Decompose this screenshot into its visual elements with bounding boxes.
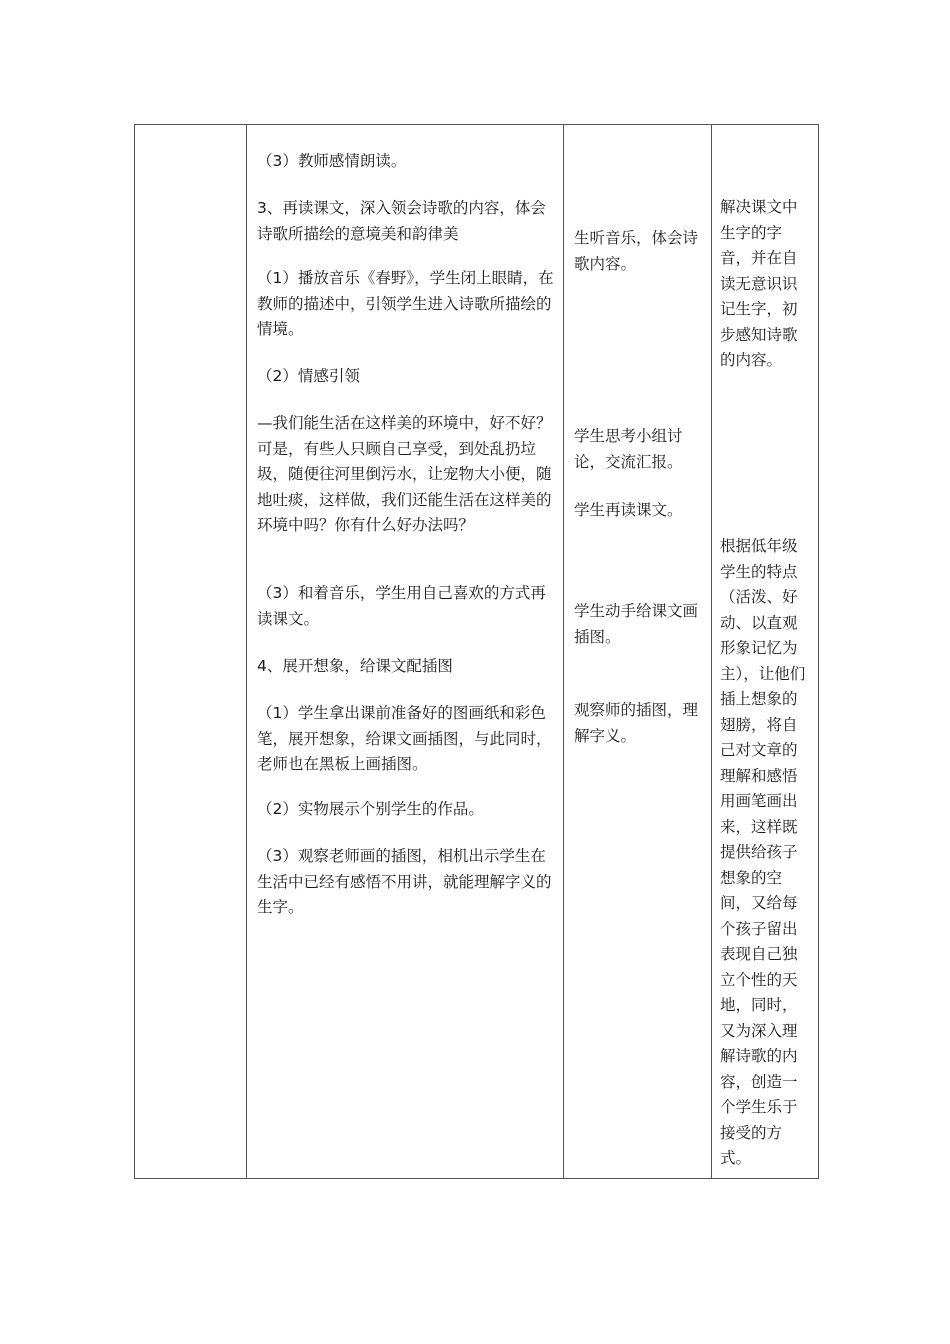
teaching-paragraph: （3）观察老师画的插图，相机出示学生在生活中已经有感悟不用讲，就能理解字义的生字。 [257,847,552,916]
teaching-paragraph: （2）情感引领 [257,367,360,385]
teaching-process-cell [247,125,564,1179]
student-activity-text: 生听音乐，体会诗歌内容。 [574,229,699,273]
teaching-paragraph: （1）学生拿出课前准备好的图画纸和彩色笔，展开想象，给课文画插图，与此同时，老师也在黑板上画插图。 [257,704,552,773]
teaching-paragraph: （1）播放音乐《春野》，学生闭上眼睛，在教师的描述中，引领学生进入诗歌所描绘的情境。 [257,269,554,338]
student-activity-text: 学生再读课文。 [574,501,683,519]
teaching-paragraph: （2）实物展示个别学生的作品。 [257,800,484,818]
teaching-paragraph: （3）和着音乐，学生用自己喜欢的方式再读课文。 [257,584,546,628]
teaching-paragraph: （3）教师感情朗读。 [257,152,407,170]
design-intent-cell [712,125,819,1179]
student-activity-text: 学生思考小组讨论，交流汇报。 [574,427,683,471]
teaching-paragraph: —我们能生活在这样美的环境中，好不好？可是，有些人只顾自己享受，到处乱扔垃圾，随便往河里倒污水，让宠物大小便，随地吐痰，这样做，我们还能生活在这样美的环境中吗？你有什么好办法吗？ [257,414,552,534]
student-activity-cell [564,125,712,1179]
student-activity-text: 学生动手给课文画插图。 [574,602,699,646]
table-row [135,125,819,1179]
student-activity-text: 观察师的插图，理解字义。 [574,701,699,745]
teaching-paragraph: 3、再读课文，深入领会诗歌的内容，体会诗歌所描绘的意境美和韵律美 [257,199,546,243]
section-label-cell [135,125,247,1179]
teaching-paragraph: 4、展开想象，给课文配插图 [257,657,453,675]
design-intent-text: 根据低年级学生的特点（活泼、好动、以直观形象记忆为主），让他们插上想象的翅膀，将自己对文章的理解和感悟用画笔画出来，这样既提供给孩子想象的空间，又给每个孩子留出表现自己独立个性的天地，同时，又为深入理解诗歌的内容，创造一个学生乐于接受的方式。 [720,537,806,1167]
lesson-plan-table [134,124,819,1179]
design-intent-text: 解决课文中生字的字音，并在自读无意识识记生字，初步感知诗歌的内容。 [720,198,798,369]
